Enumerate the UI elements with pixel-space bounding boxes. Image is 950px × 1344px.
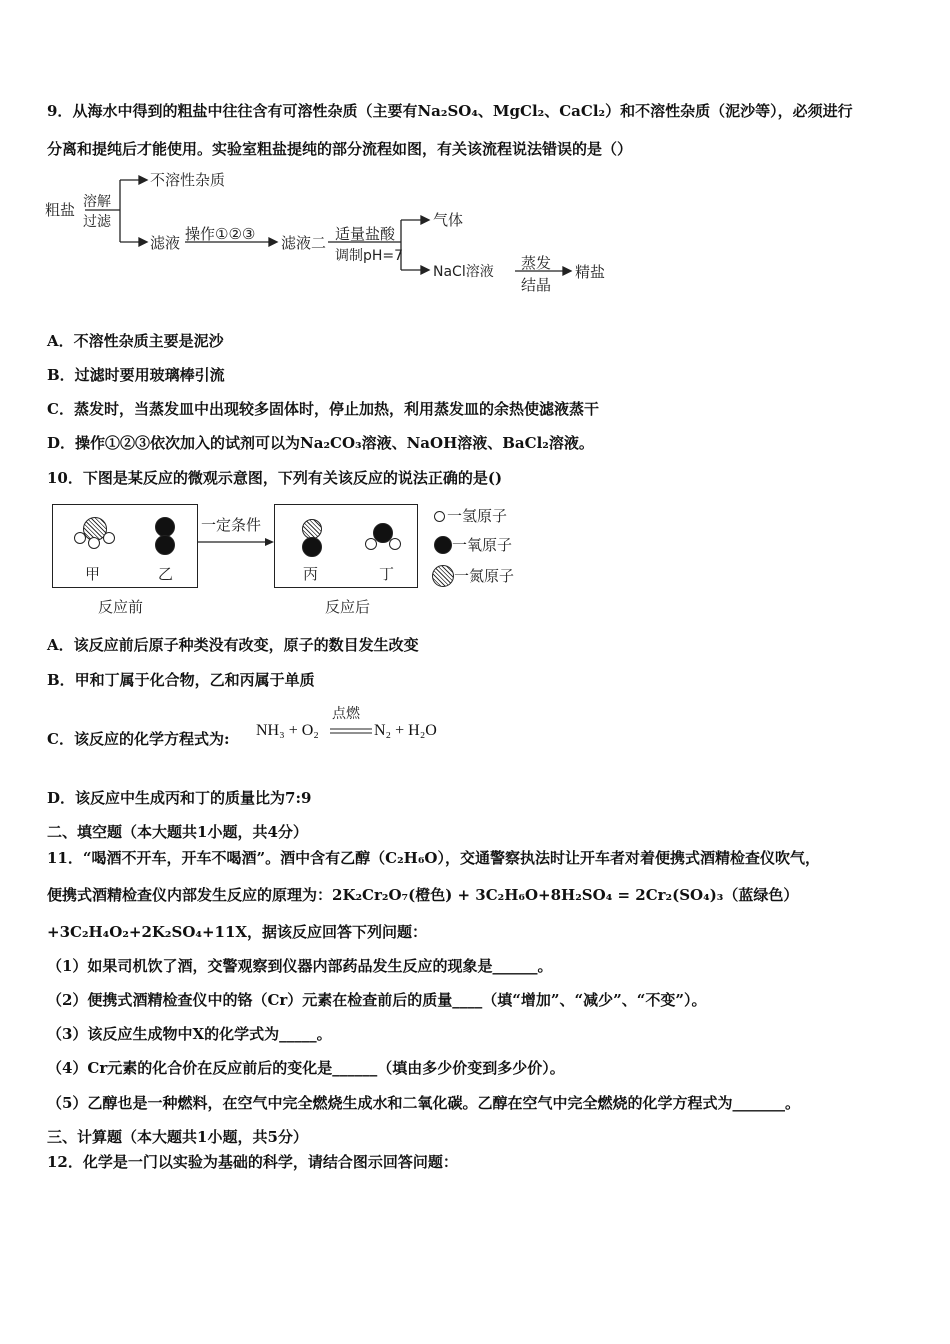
equation-left: NH₃ + O₂ [256, 722, 319, 739]
q11-line2: 便携式酒精检查仪内部发生反应的原理为：2K₂Cr₂O₇(橙色) + 3C₂H₆O+8H₂SO₄ = 2Cr₂(SO₄)₃（蓝绿色） [47, 886, 799, 904]
flow-dissolve: 溶解 [83, 194, 111, 210]
q10-option-b: B．甲和丁属于化合物，乙和丙属于单质 [47, 671, 315, 689]
q9-option-d: D．操作①②③依次加入的试剂可以为Na₂CO₃溶液、NaOH溶液、BaCl₂溶液。 [47, 434, 594, 452]
label-bing: 丙 [303, 565, 319, 583]
label-before: 反应前 [98, 598, 144, 616]
q10-equation [256, 702, 456, 752]
q11-sub4: （4）Cr元素的化合价在反应前后的变化是______（填由多少价变到多少价）。 [47, 1059, 565, 1077]
flow-acid: 适量盐酸 [335, 225, 396, 243]
reactant-box [52, 504, 198, 588]
legend-hydrogen-icon [434, 511, 445, 522]
flow-evap: 蒸发 [521, 254, 552, 272]
legend-oxygen-icon [434, 536, 452, 554]
q9-flow-diagram [45, 170, 625, 300]
flow-ph: 调制pH=7 [335, 248, 404, 264]
flow-nacl: NaCl溶液 [433, 264, 494, 280]
hydrogen-atom [365, 538, 377, 550]
equation-right: N₂ + H₂O [374, 722, 437, 739]
label-ding: 丁 [379, 565, 395, 583]
equation-equals [330, 727, 372, 735]
oxygen-atom [155, 517, 175, 537]
oxygen-atom [302, 537, 322, 557]
flow-crude-salt: 粗盐 [45, 201, 76, 219]
q9-stem-part1: 从海水中得到的粗盐中往往含有可溶性杂质（主要有 [72, 102, 418, 120]
hydrogen-atom [74, 532, 86, 544]
hydrogen-atom [88, 537, 100, 549]
legend-nitrogen: 一氮原子 [454, 567, 515, 585]
section3-title: 三、计算题（本大题共1小题，共5分） [47, 1128, 308, 1146]
q11-sub2: （2）便携式酒精检查仪中的铬（Cr）元素在检查前后的质量____（填“增加”、“减少”、“不变”）。 [47, 991, 707, 1009]
q9-stem-chem: Na₂SO₄、MgCl₂、CaCl₂ [417, 102, 606, 120]
q9-stem-part2: ）和不溶性杂质（泥沙等），必须进行 [605, 102, 853, 120]
flow-filter: 过滤 [83, 214, 111, 230]
q11-line3: +3C₂H₄O₂+2K₂SO₄+11X，据该反应回答下列问题： [47, 923, 428, 941]
q11-line1: 11．“喝酒不开车，开车不喝酒”。酒中含有乙醇（C₂H₆O），交通警察执法时让开车者对着便携式酒精检查仪吹气， [47, 849, 820, 867]
q9-stem-line2: 分离和提纯后才能使用。实验室粗盐提纯的部分流程如图，有关该流程说法错误的是（） [47, 140, 633, 158]
reaction-arrow [197, 536, 275, 548]
q9-number: 9． [47, 102, 73, 120]
legend-hydrogen: 一氢原子 [447, 507, 508, 525]
oxygen-atom [155, 535, 175, 555]
flow-insoluble: 不溶性杂质 [150, 171, 226, 189]
flow-crystal: 结晶 [521, 276, 552, 294]
flow-refined: 精盐 [575, 263, 606, 281]
q10-option-d: D．该反应中生成丙和丁的质量比为7:9 [47, 789, 312, 807]
flow-filtrate2: 滤液二 [281, 234, 327, 252]
q11-sub5: （5）乙醇也是一种燃料，在空气中完全燃烧生成水和二氧化碳。乙醇在空气中完全燃烧的化学方程式为_______。 [47, 1094, 800, 1112]
q9-option-a: A．不溶性杂质主要是泥沙 [47, 332, 224, 350]
label-after: 反应后 [325, 598, 371, 616]
section2-title: 二、填空题（本大题共1小题，共4分） [47, 823, 308, 841]
q11-sub3: （3）该反应生成物中X的化学式为_____。 [47, 1025, 332, 1043]
product-box [274, 504, 418, 588]
flow-operation: 操作①②③ [185, 225, 256, 243]
q9-stem-line1 [47, 101, 853, 121]
hydrogen-atom [389, 538, 401, 550]
q9-option-b: B．过滤时要用玻璃棒引流 [47, 366, 225, 384]
hydrogen-atom [103, 532, 115, 544]
reaction-condition: 一定条件 [201, 516, 262, 534]
q10-option-a: A．该反应前后原子种类没有改变，原子的数目发生改变 [47, 636, 419, 654]
label-jia: 甲 [85, 565, 101, 583]
q11-sub1: （1）如果司机饮了酒，交警观察到仪器内部药品发生反应的现象是______。 [47, 957, 553, 975]
equation-condition: 点燃 [332, 706, 360, 722]
q10-diagram [0, 500, 540, 625]
q10-stem: 10．下图是某反应的微观示意图，下列有关该反应的说法正确的是() [47, 469, 503, 487]
legend-oxygen: 一氧原子 [452, 536, 513, 554]
q12-stem: 12．化学是一门以实验为基础的科学，请结合图示回答问题： [47, 1153, 458, 1171]
label-yi: 乙 [158, 565, 174, 583]
flow-gas: 气体 [433, 211, 464, 229]
q10-option-c: C．该反应的化学方程式为: [47, 730, 230, 748]
nitrogen-atom [302, 519, 322, 539]
q9-option-c: C．蒸发时，当蒸发皿中出现较多固体时，停止加热，利用蒸发皿的余热使滤液蒸干 [47, 400, 599, 418]
flow-filtrate: 滤液 [150, 234, 181, 252]
legend-nitrogen-icon [432, 565, 454, 587]
